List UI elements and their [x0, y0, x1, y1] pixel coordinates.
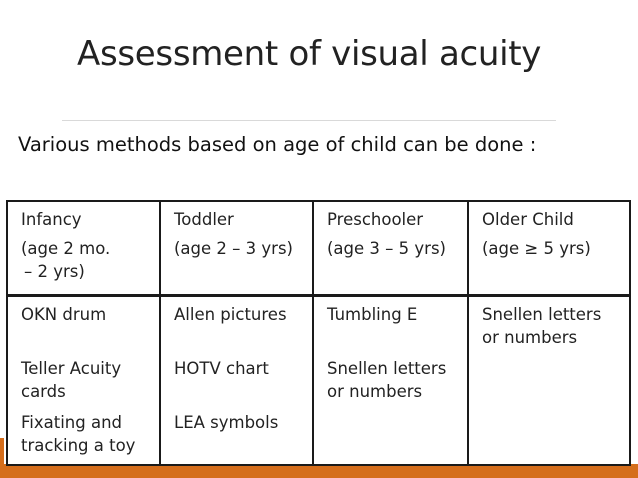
method-item: Fixating and: [21, 413, 123, 432]
header-title: Infancy: [21, 210, 82, 229]
header-toddler: [160, 201, 313, 296]
header-title: Older Child: [482, 210, 574, 229]
method-item: Snellen letters: [327, 359, 447, 378]
title-divider: [62, 120, 556, 121]
header-preschooler: [313, 201, 468, 296]
header-age: (age 2 mo.: [21, 239, 111, 258]
methods-infancy: [7, 296, 160, 466]
header-age: – 2 yrs): [24, 262, 85, 281]
header-title: Toddler: [174, 210, 234, 229]
table-header-row: [7, 201, 630, 296]
header-older-child: [468, 201, 630, 296]
method-item: Snellen letters: [482, 305, 602, 324]
header-age: (age ≥ 5 yrs): [482, 239, 591, 258]
header-infancy: [7, 201, 160, 296]
slide-title: Assessment of visual acuity: [77, 34, 542, 74]
method-item: or numbers: [327, 382, 423, 401]
method-item: or numbers: [482, 328, 578, 347]
method-item: Allen pictures: [174, 305, 287, 324]
header-age: (age 3 – 5 yrs): [327, 239, 446, 258]
slide-subtitle: Various methods based on age of child can be done :: [18, 133, 537, 156]
method-item: cards: [21, 382, 66, 401]
method-item: OKN drum: [21, 305, 107, 324]
header-age: (age 2 – 3 yrs): [174, 239, 293, 258]
method-item: LEA symbols: [174, 413, 279, 432]
method-item: Teller Acuity: [21, 359, 122, 378]
method-item: Tumbling E: [327, 305, 418, 324]
methods-toddler: [160, 296, 313, 466]
methods-preschooler: [313, 296, 468, 466]
table-body-row: [7, 296, 630, 466]
methods-older-child: [468, 296, 630, 466]
method-item: tracking a toy: [21, 436, 136, 455]
header-title: Preschooler: [327, 210, 424, 229]
method-item: HOTV chart: [174, 359, 269, 378]
visual-acuity-table: [6, 200, 631, 466]
